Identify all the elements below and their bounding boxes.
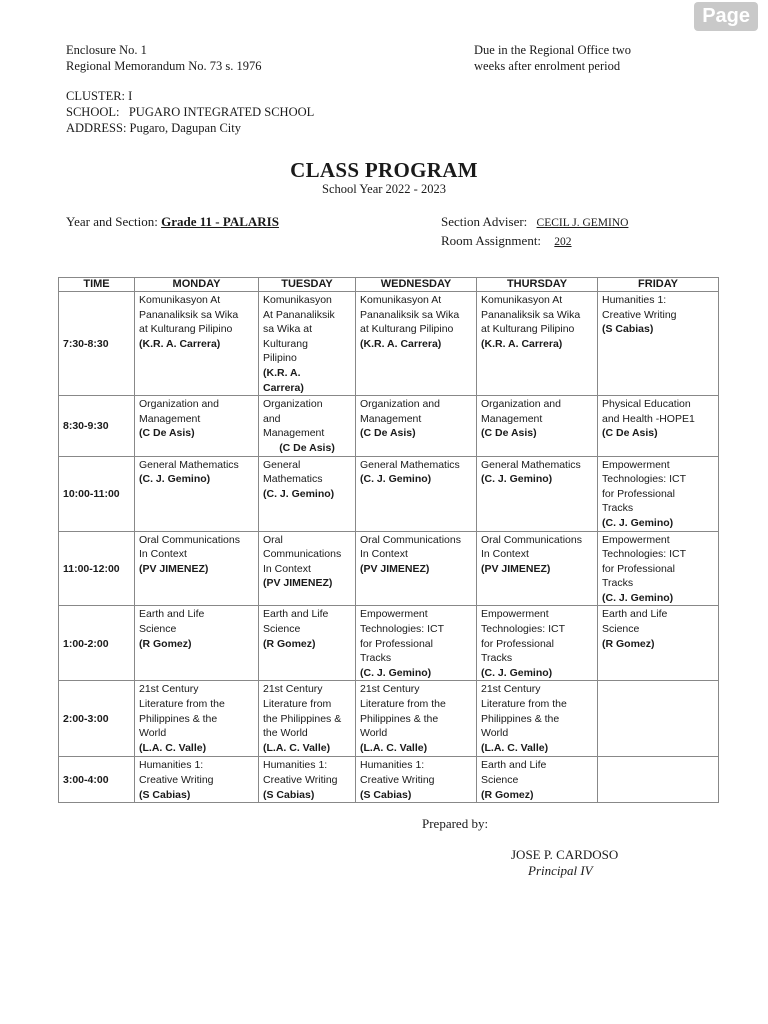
teacher-name: (L.A. C. Valle)	[481, 741, 549, 754]
schedule-cell	[598, 757, 719, 803]
schedule-cell	[259, 757, 356, 803]
schedule-cell	[356, 681, 477, 757]
teacher-name: (C. J. Gemino)	[481, 666, 553, 679]
table-row	[59, 606, 719, 681]
memorandum-line: Regional Memorandum No. 73 s. 1976	[66, 59, 262, 73]
teacher-name: (C. J. Gemino)	[481, 473, 553, 486]
subject-line: Philippines & the	[481, 712, 560, 725]
page-badge[interactable]: Page	[694, 2, 758, 31]
subject-line: In Context	[263, 562, 311, 575]
subject-line: Humanities 1:	[139, 759, 204, 772]
subject-line: Management	[360, 412, 422, 425]
subject-line: Earth and Life	[139, 608, 205, 621]
subject-line: Organization and	[139, 398, 219, 411]
subject-line: Physical Education	[602, 398, 691, 411]
schedule-cell	[259, 681, 356, 757]
subject-line: In Context	[481, 548, 529, 561]
schedule-cell	[356, 396, 477, 456]
class-program-table	[58, 277, 719, 803]
subject-line: Management	[139, 412, 201, 425]
subject-line: World	[139, 727, 167, 740]
schedule-cell	[356, 456, 477, 531]
subject-line: Earth and Life	[481, 759, 547, 772]
header-thursday: THURSDAY	[477, 278, 598, 292]
teacher-name: (S Cabias)	[360, 788, 412, 801]
subject-line: Communications	[263, 548, 342, 561]
schedule-cell	[477, 757, 598, 803]
teacher-name: (C. J. Gemino)	[360, 666, 432, 679]
schedule-cell	[135, 606, 259, 681]
subject-line: Science	[139, 623, 177, 636]
subject-line: 21st Century	[360, 683, 420, 696]
signatory-title: Principal IV	[528, 863, 593, 878]
time-cell: 10:00-11:00	[59, 456, 135, 531]
subject-line: Management	[263, 427, 325, 440]
subject-line: Literature from the	[360, 698, 446, 711]
subject-line: Earth and Life	[602, 608, 668, 621]
subject-line: at Kulturang Pilipino	[139, 323, 233, 336]
enclosure-line: Enclosure No. 1	[66, 43, 147, 57]
teacher-name: (C. J. Gemino)	[263, 487, 335, 500]
school-info	[66, 88, 314, 136]
schedule-cell	[477, 681, 598, 757]
subject-line: Technologies: ICT	[602, 473, 687, 486]
subject-line: 21st Century	[139, 683, 199, 696]
time-cell: 8:30-9:30	[59, 396, 135, 456]
subject-line: Humanities 1:	[602, 294, 667, 306]
subject-line: at Kulturang Pilipino	[481, 323, 575, 336]
schedule-cell	[259, 456, 356, 531]
subject-line: At Pananaliksik	[263, 308, 335, 321]
prepared-by-label: Prepared by:	[422, 816, 489, 831]
subject-line: Komunikasyon At	[139, 294, 221, 306]
schedule-cell	[135, 757, 259, 803]
room-label: Room Assignment:	[441, 233, 542, 248]
schedule-cell	[135, 681, 259, 757]
subject-line: Tracks	[481, 652, 513, 665]
subject-line: Creative Writing	[602, 308, 677, 321]
subject-line: Oral Communications	[481, 533, 582, 546]
schedule-cell	[477, 531, 598, 606]
teacher-name: (PV JIMENEZ)	[263, 577, 333, 590]
subject-line: Empowerment	[481, 608, 549, 621]
schedule-cell	[477, 292, 598, 396]
subject-line: Oral Communications	[360, 533, 461, 546]
time-cell: 11:00-12:00	[59, 531, 135, 606]
teacher-name: (R Gomez)	[263, 637, 316, 650]
subject-line: Creative Writing	[263, 774, 338, 787]
subject-line: and	[263, 412, 281, 425]
subject-line: Tracks	[602, 502, 634, 515]
subject-line: World	[481, 727, 509, 740]
schedule-cell	[356, 606, 477, 681]
enclosure-header	[66, 42, 261, 74]
subject-line: Kulturang	[263, 337, 308, 350]
subject-line: Technologies: ICT	[602, 548, 687, 561]
teacher-name: (C. J. Gemino)	[139, 473, 211, 486]
table-header-row	[59, 278, 719, 292]
cluster-line: CLUSTER: I	[66, 89, 133, 103]
teacher-name: (C. J. Gemino)	[360, 473, 432, 486]
time-cell: 7:30-8:30	[59, 292, 135, 396]
header-monday: MONDAY	[135, 278, 259, 292]
teacher-name: (PV JIMENEZ)	[360, 562, 430, 575]
schedule-cell	[598, 606, 719, 681]
subject-line: Humanities 1:	[263, 759, 328, 772]
subject-line: In Context	[360, 548, 408, 561]
adviser-block	[441, 213, 628, 251]
schedule-cell	[477, 456, 598, 531]
teacher-name: (R Gomez)	[481, 788, 534, 801]
year-section-label: Year and Section:	[66, 214, 158, 229]
teacher-name: (C De Asis)	[481, 427, 537, 440]
due-header	[474, 42, 631, 74]
teacher-name: (K.R. A. Carrera)	[263, 366, 304, 394]
teacher-name: (S Cabias)	[139, 788, 191, 801]
schedule-cell	[356, 757, 477, 803]
teacher-name: (S Cabias)	[263, 788, 315, 801]
address-line: ADDRESS: Pugaro, Dagupan City	[66, 121, 241, 135]
teacher-name: (K.R. A. Carrera)	[139, 337, 221, 350]
subject-line: for Professional	[602, 562, 675, 575]
subject-line: Organization and	[481, 398, 561, 411]
subject-line: Creative Writing	[360, 774, 435, 787]
table-row	[59, 292, 719, 396]
schedule-cell	[598, 531, 719, 606]
subject-line: Technologies: ICT	[481, 623, 566, 636]
subject-line: for Professional	[602, 487, 675, 500]
header-tuesday: TUESDAY	[259, 278, 356, 292]
year-section-value: Grade 11 - PALARIS	[161, 214, 279, 229]
subject-line: Humanities 1:	[360, 759, 425, 772]
teacher-name: (K.R. A. Carrera)	[481, 337, 563, 350]
schedule-cell	[135, 396, 259, 456]
subject-line: Komunikasyon	[263, 294, 332, 306]
subject-line: Tracks	[360, 652, 392, 665]
time-cell: 1:00-2:00	[59, 606, 135, 681]
subject-line: Oral Communications	[139, 533, 240, 546]
schedule-cell	[259, 531, 356, 606]
document-title: CLASS PROGRAM	[290, 158, 478, 182]
year-section	[66, 214, 279, 230]
subject-line: Pananaliksik sa Wika	[360, 308, 460, 321]
subject-line: Organization and	[360, 398, 440, 411]
schedule-cell	[259, 396, 356, 456]
table-body	[59, 292, 719, 803]
subject-line: and Health -HOPE1	[602, 412, 695, 425]
header-friday: FRIDAY	[598, 278, 719, 292]
table-row	[59, 396, 719, 456]
subject-line: the Philippines &	[263, 712, 342, 725]
subject-line: Philippines & the	[360, 712, 439, 725]
subject-line: Creative Writing	[139, 774, 214, 787]
subject-line: Empowerment	[360, 608, 428, 621]
room-value: 202	[554, 236, 572, 248]
subject-line: at Kulturang Pilipino	[360, 323, 454, 336]
schedule-cell	[477, 606, 598, 681]
subject-line: Mathematics	[263, 473, 323, 486]
subject-line: General	[263, 458, 301, 471]
schedule-cell	[356, 292, 477, 396]
time-cell: 3:00-4:00	[59, 757, 135, 803]
teacher-name: (K.R. A. Carrera)	[360, 337, 442, 350]
teacher-name: (S Cabias)	[602, 323, 654, 336]
subject-line: Management	[481, 412, 543, 425]
subject-line: Tracks	[602, 577, 634, 590]
teacher-name: (PV JIMENEZ)	[139, 562, 209, 575]
subject-line: Pananaliksik sa Wika	[481, 308, 581, 321]
subject-line: Philippines & the	[139, 712, 218, 725]
header-time: TIME	[59, 278, 135, 292]
schedule-cell	[259, 292, 356, 396]
subject-line: Organization	[263, 398, 323, 411]
table-row	[59, 757, 719, 803]
teacher-name: (L.A. C. Valle)	[139, 741, 207, 754]
subject-line: 21st Century	[481, 683, 541, 696]
subject-line: In Context	[139, 548, 187, 561]
subject-line: Komunikasyon At	[360, 294, 442, 306]
teacher-name: (L.A. C. Valle)	[360, 741, 428, 754]
teacher-name: (C De Asis)	[279, 441, 335, 454]
school-year: School Year 2022 - 2023	[322, 182, 446, 196]
schedule-cell	[598, 681, 719, 757]
signatory-name: JOSE P. CARDOSO	[511, 847, 619, 862]
subject-line: General Mathematics	[360, 458, 460, 471]
teacher-name: (R Gomez)	[139, 637, 192, 650]
teacher-name: (PV JIMENEZ)	[481, 562, 551, 575]
adviser-value: CECIL J. GEMINO	[536, 217, 629, 229]
subject-line: General Mathematics	[481, 458, 581, 471]
subject-line: Earth and Life	[263, 608, 329, 621]
subject-line: sa Wika at	[263, 323, 313, 336]
schedule-cell	[598, 292, 719, 396]
subject-line: Science	[263, 623, 301, 636]
teacher-name: (C De Asis)	[139, 427, 195, 440]
table-row	[59, 531, 719, 606]
schedule-cell	[135, 292, 259, 396]
due-line-2: weeks after enrolment period	[474, 59, 621, 73]
due-line-1: Due in the Regional Office two	[474, 43, 632, 57]
subject-line: Pananaliksik sa Wika	[139, 308, 239, 321]
schedule-cell	[259, 606, 356, 681]
header-wednesday: WEDNESDAY	[356, 278, 477, 292]
schedule-cell	[135, 456, 259, 531]
subject-line: for Professional	[481, 637, 554, 650]
table-row	[59, 681, 719, 757]
table-row	[59, 456, 719, 531]
subject-line: Literature from the	[139, 698, 225, 711]
subject-line: General Mathematics	[139, 458, 239, 471]
school-line: SCHOOL: PUGARO INTEGRATED SCHOOL	[66, 105, 315, 119]
subject-line: Komunikasyon At	[481, 294, 563, 306]
schedule-cell	[598, 456, 719, 531]
subject-line: the World	[263, 727, 308, 740]
subject-line: Science	[602, 623, 640, 636]
subject-line: Science	[481, 774, 519, 787]
subject-line: Literature from the	[481, 698, 567, 711]
adviser-label: Section Adviser:	[441, 214, 528, 229]
schedule-cell	[356, 531, 477, 606]
teacher-name: (C De Asis)	[360, 427, 416, 440]
subject-line: for Professional	[360, 637, 433, 650]
schedule-cell	[135, 531, 259, 606]
schedule-cell	[598, 396, 719, 456]
teacher-name: (C. J. Gemino)	[602, 516, 674, 529]
subject-line: Technologies: ICT	[360, 623, 445, 636]
time-cell: 2:00-3:00	[59, 681, 135, 757]
schedule-cell	[477, 396, 598, 456]
subject-line: Oral	[263, 533, 283, 546]
subject-line: Empowerment	[602, 458, 670, 471]
subject-line: World	[360, 727, 388, 740]
teacher-name: (R Gomez)	[602, 637, 655, 650]
teacher-name: (C. J. Gemino)	[602, 591, 674, 604]
teacher-name: (C De Asis)	[602, 427, 658, 440]
subject-line: Literature from	[263, 698, 332, 711]
subject-line: 21st Century	[263, 683, 323, 696]
subject-line: Empowerment	[602, 533, 670, 546]
subject-line: Pilipino	[263, 352, 297, 365]
teacher-name: (L.A. C. Valle)	[263, 741, 331, 754]
